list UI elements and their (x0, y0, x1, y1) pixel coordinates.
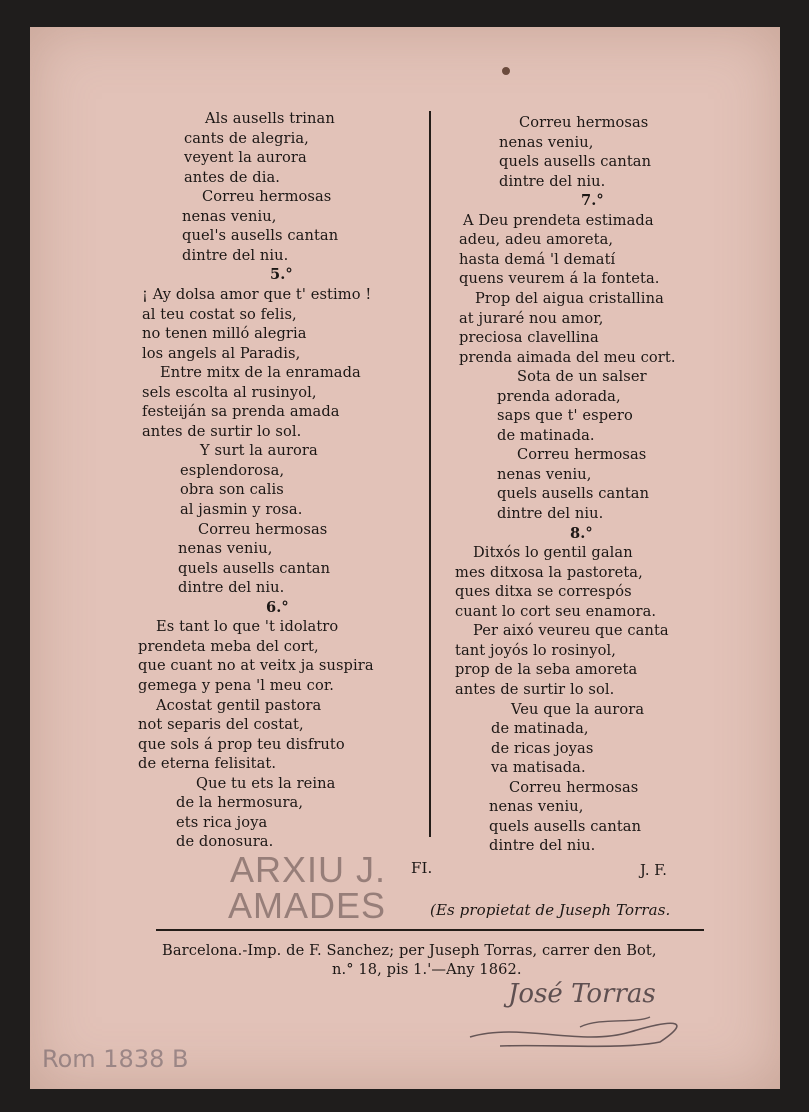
left-verse-line: Correu hermosas (198, 520, 328, 538)
left-verse-line: al jasmin y rosa. (180, 501, 303, 518)
archive-stamp-line-2: AMADES (228, 885, 387, 926)
right-verse-line: tant joyós lo rosinyol, (455, 641, 616, 659)
right-verse-line: 8.° (570, 524, 593, 542)
right-verse-line: quels ausells cantan (497, 485, 650, 503)
left-verse-line: quels ausells cantan (178, 559, 331, 577)
left-verse-line: 5.° (270, 266, 293, 284)
left-verse-line: not separis del costat, (138, 716, 304, 734)
left-verse-line: Als ausells trinan (205, 110, 335, 127)
right-verse-line: preciosa clavellina (459, 329, 599, 347)
left-verse-line: esplendorosa, (180, 461, 285, 479)
right-verse-line: Per aixó veureu que canta (473, 622, 669, 640)
left-verse-line: quel's ausells cantan (182, 227, 339, 245)
right-verse-line: mes ditxosa la pastoreta, (455, 563, 643, 581)
left-verse-line: ¡ Ay dolsa amor que t' estimo ! (142, 285, 372, 303)
right-verse-line: nenas veniu, (499, 133, 594, 151)
broadside-sheet (30, 27, 780, 1089)
left-verse-line: obra son calis (180, 481, 284, 499)
right-verse-line: quels ausells cantan (499, 153, 652, 171)
left-verse-line: Y surt la aurora (200, 442, 318, 460)
right-verse-line: cuant lo cort seu enamora. (455, 602, 657, 620)
left-verse-line: ets rica joya (176, 813, 268, 831)
right-verse-line: Veu que la aurora (511, 700, 645, 718)
right-verse-line: Correu hermosas (517, 446, 647, 464)
column-divider (429, 111, 431, 837)
right-verse-line: Correu hermosas (519, 114, 649, 131)
left-verse-line: Entre mitx de la enramada (160, 364, 361, 382)
right-verse-line: A Deu prendeta estimada (463, 211, 654, 229)
right-verse-line: dintre del niu. (497, 505, 604, 522)
left-verse-line: cants de alegria, (184, 129, 309, 147)
left-verse-line: dintre del niu. (182, 246, 289, 264)
left-verse-line: festeiján sa prenda amada (142, 403, 340, 421)
signature-flourish (460, 1002, 700, 1052)
right-verse-line: Prop del aigua cristallina (475, 289, 664, 307)
right-verse-line: adeu, adeu amoreta, (459, 231, 614, 249)
left-verse-line: no tenen milló alegria (142, 325, 307, 343)
left-verse-line: que cuant no at veitx ja suspira (138, 657, 374, 675)
left-verse-line: gemega y pena 'l meu cor. (138, 676, 335, 694)
right-verse-line: nenas veniu, (497, 465, 592, 483)
left-verse-line: de la hermosura, (176, 794, 304, 812)
right-verse-line: ques ditxa se correspós (455, 583, 632, 601)
left-verse-line: nenas veniu, (182, 207, 277, 225)
right-verse-line: de matinada. (497, 426, 595, 444)
right-verse-line: de matinada, (491, 720, 589, 738)
right-verse-line: prenda aimada del meu cort. (459, 348, 676, 366)
left-verse-line: los angels al Paradis, (142, 344, 301, 362)
pencil-reference: Rom 1838 B (42, 1045, 189, 1073)
left-verse-line: Que tu ets la reina (196, 774, 336, 792)
left-verse-line: de donosura. (176, 833, 274, 851)
left-verse-line: dintre del niu. (178, 579, 285, 597)
imprint-line-1: Barcelona.-Imp. de F. Sanchez; per Juseph Torras, carrer den Bot, (162, 942, 657, 959)
initials-text: J. F. (640, 862, 667, 879)
archive-stamp-line-1: ARXIU J. (230, 849, 387, 890)
left-verse-line: Correu hermosas (202, 188, 332, 206)
imprint-line-2: n.° 18, pis 1.'—Any 1862. (332, 961, 522, 978)
right-verse-line: hasta demá 'l dematí (459, 250, 616, 268)
right-verse-line: dintre del niu. (499, 172, 606, 190)
right-verse-line: de ricas joyas (491, 739, 594, 757)
right-verse-line: saps que t' espero (497, 407, 633, 425)
fi-text: FI. (411, 859, 433, 877)
right-verse-line: dintre del niu. (489, 837, 596, 855)
right-verse-line: at juraré nou amor, (459, 309, 604, 327)
left-verse-line: prendeta meba del cort, (138, 637, 319, 655)
right-verse-line: prenda adorada, (497, 387, 621, 405)
left-verse-line: veyent la aurora (184, 149, 307, 167)
right-verse-line: 7.° (581, 192, 604, 210)
left-verse-line: Acostat gentil pastora (156, 696, 322, 714)
left-verse-line: que sols á prop teu disfruto (138, 735, 345, 753)
right-verse-line: va matisada. (491, 759, 586, 777)
right-verse-line: quens veurem á la fonteta. (459, 270, 660, 288)
handwritten-signature: José Torras (508, 979, 656, 1009)
left-verse-line: de eterna felisitat. (138, 755, 277, 773)
left-verse-line: sels escolta al rusinyol, (142, 383, 317, 401)
left-verse-line: 6.° (266, 598, 289, 616)
right-verse-line: antes de surtir lo sol. (455, 680, 615, 698)
right-verse-line: prop de la seba amoreta (455, 661, 638, 679)
property-note: (Es propietat de Juseph Torras. (430, 901, 671, 919)
right-verse-line: Sota de un salser (517, 368, 647, 386)
right-verse-line: Correu hermosas (509, 778, 639, 796)
right-verse-line: Ditxós lo gentil galan (473, 544, 633, 562)
right-verse-line: nenas veniu, (489, 798, 584, 816)
left-verse-line: al teu costat so felis, (142, 305, 297, 323)
left-verse-line: antes de surtir lo sol. (142, 422, 302, 440)
left-verse-line: Es tant lo que 't idolatro (156, 618, 339, 636)
left-verse-line: antes de dia. (184, 168, 280, 186)
left-verse-line: nenas veniu, (178, 540, 273, 558)
right-verse-line: quels ausells cantan (489, 817, 642, 835)
imprint-rule (156, 929, 704, 931)
pin-hole-mark (502, 67, 510, 75)
